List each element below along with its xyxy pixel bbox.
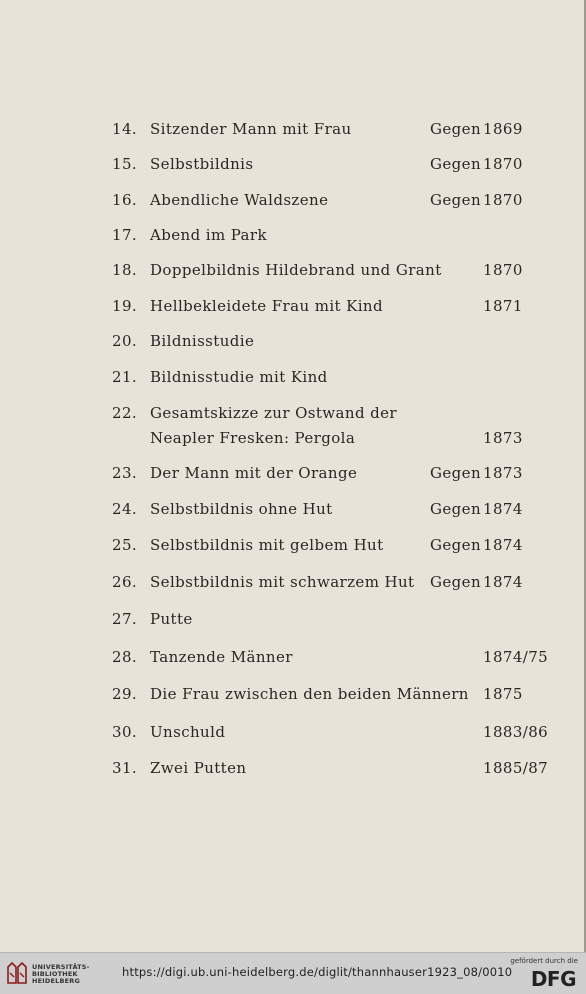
list-item [0, 365, 586, 389]
entry-gegen: Gegen [430, 191, 481, 209]
entry-title: Abend im Park [150, 226, 267, 244]
list-item [0, 682, 586, 706]
list-item [0, 117, 586, 141]
entry-title: Zwei Putten [150, 759, 247, 777]
list-item [0, 258, 586, 282]
entry-number: 26. [112, 573, 138, 591]
entry-number: 17. [112, 226, 138, 244]
list-item [0, 152, 586, 176]
entry-gegen: Gegen [430, 120, 481, 138]
library-line-2: BIBLIOTHEK [32, 970, 78, 978]
list-item [0, 497, 586, 521]
entry-number: 31. [112, 759, 138, 777]
dfg-wordmark: DFG [530, 967, 576, 991]
viewer-footer [0, 952, 586, 994]
list-item [0, 645, 586, 669]
dfg-caption: gefördert durch die [510, 957, 578, 965]
entry-title: Selbstbildnis mit gelbem Hut [150, 536, 384, 554]
entry-title: Selbstbildnis [150, 155, 254, 173]
entry-number: 23. [112, 464, 138, 482]
entry-year: 1883/86 [483, 723, 549, 741]
entry-year: 1873 [483, 464, 523, 482]
entry-title-line2: Neapler Fresken: Pergola [150, 429, 356, 447]
entry-number: 14. [112, 120, 138, 138]
entry-title: Abendliche Waldszene [150, 191, 329, 209]
library-line-1: UNIVERSITÄTS- [32, 963, 90, 971]
list-item [0, 294, 586, 318]
list-item [0, 720, 586, 744]
entry-year: 1870 [483, 155, 523, 173]
entry-title: Gesamtskizze zur Ostwand der [150, 404, 397, 422]
library-logo[interactable] [6, 959, 90, 989]
entry-year: 1885/87 [483, 759, 549, 777]
list-item [0, 756, 586, 780]
library-name [32, 964, 90, 985]
entry-title: Selbstbildnis mit schwarzem Hut [150, 573, 415, 591]
entry-year: 1875 [483, 685, 523, 703]
entry-title: Bildnisstudie mit Kind [150, 368, 328, 386]
entry-number: 20. [112, 332, 138, 350]
entry-year: 1869 [483, 120, 523, 138]
entry-number: 15. [112, 155, 138, 173]
dfg-logo[interactable] [510, 957, 580, 991]
entry-year: 1874/75 [483, 648, 549, 666]
entry-number: 29. [112, 685, 138, 703]
list-item [0, 223, 586, 247]
list-item [0, 570, 586, 594]
entry-title: Bildnisstudie [150, 332, 255, 350]
entry-title: Der Mann mit der Orange [150, 464, 358, 482]
entry-year: 1874 [483, 500, 523, 518]
entry-gegen: Gegen [430, 573, 481, 591]
entry-year: 1871 [483, 297, 523, 315]
entry-number: 24. [112, 500, 138, 518]
entry-title: Doppelbildnis Hildebrand und Grant [150, 261, 442, 279]
permalink-url[interactable]: https://digi.ub.uni-heidelberg.de/diglit/thannhauser1923_08/0010 [122, 965, 513, 979]
entry-year: 1873 [483, 429, 523, 447]
entry-year: 1874 [483, 536, 523, 554]
entry-number: 18. [112, 261, 138, 279]
entry-number: 19. [112, 297, 138, 315]
entry-title: Hellbekleidete Frau mit Kind [150, 297, 383, 315]
entry-number: 21. [112, 368, 138, 386]
entry-number: 25. [112, 536, 138, 554]
list-item [0, 533, 586, 557]
entry-title: Selbstbildnis ohne Hut [150, 500, 333, 518]
list-item [0, 329, 586, 353]
entry-number: 27. [112, 610, 138, 628]
library-crest-icon [6, 961, 28, 985]
list-item [0, 401, 586, 425]
entry-number: 28. [112, 648, 138, 666]
entry-gegen: Gegen [430, 536, 481, 554]
entry-year: 1870 [483, 191, 523, 209]
list-item [0, 607, 586, 631]
entry-year: 1870 [483, 261, 523, 279]
entry-gegen: Gegen [430, 155, 481, 173]
entry-title: Unschuld [150, 723, 226, 741]
entry-number: 16. [112, 191, 138, 209]
entry-number: 30. [112, 723, 138, 741]
entry-gegen: Gegen [430, 500, 481, 518]
entry-number: 22. [112, 404, 138, 422]
library-line-3: HEIDELBERG [32, 977, 81, 985]
list-item-continuation [0, 426, 586, 450]
entry-gegen: Gegen [430, 464, 481, 482]
entry-title: Tanzende Männer [150, 648, 293, 666]
entry-title: Sitzender Mann mit Frau [150, 120, 352, 138]
entry-year: 1874 [483, 573, 523, 591]
list-item [0, 461, 586, 485]
entry-title: Putte [150, 610, 193, 628]
list-item [0, 188, 586, 212]
entry-title: Die Frau zwischen den beiden Männern [150, 685, 469, 703]
